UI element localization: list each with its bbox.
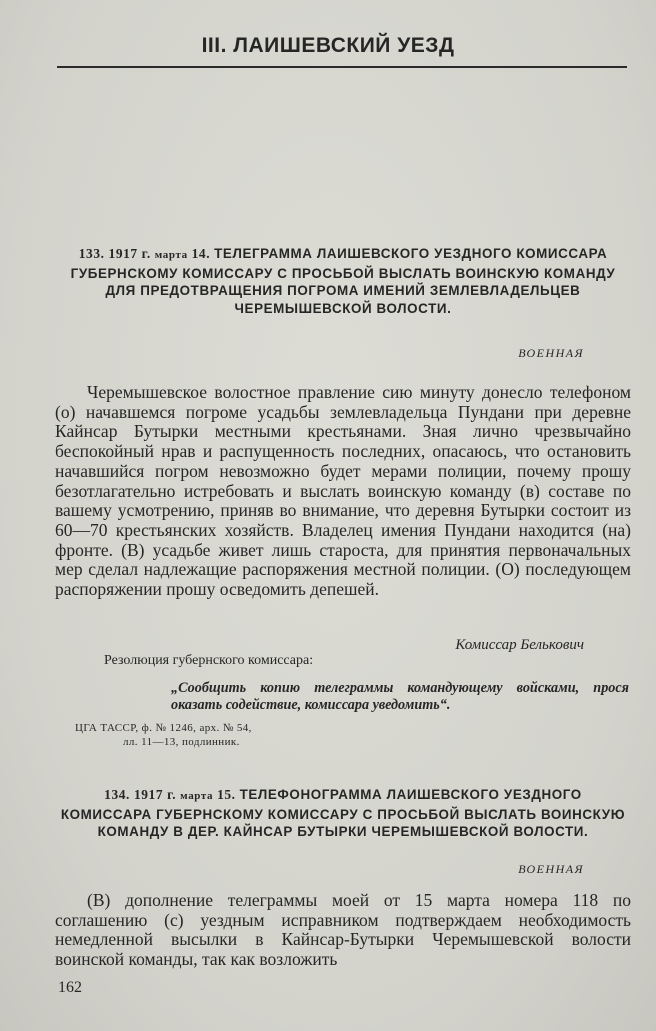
resolution-text: „Сообщить копию телеграммы командующему войсками, прося оказать содействие, комиссара уведомить“. [171,680,629,713]
header-rule [57,66,627,68]
doc-134-day: 15. [217,787,236,802]
doc-133-title: ТЕЛЕГРАММА ЛАИШЕВСКОГО УЕЗДНОГО КОМИССАРА ГУБЕРНСКОМУ КОМИССАРУ С ПРОСЬБОЙ ВЫСЛАТЬ ВОИНСКУЮ КОМАНДУ ДЛЯ ПРЕДОТВРАЩЕНИЯ ПОГРОМА ИМЕНИЙ ЗЕМЛЕВЛАДЕЛЬЦЕВ ЧЕРЕМЫШЕВСКОЙ ВОЛОСТИ. [70,246,616,316]
archive-reference [75,721,252,749]
doc-133-signature: Комиссар Белькович [455,637,584,653]
doc-134-number: 134. [104,787,131,802]
doc-133-year: 1917 г. [108,246,151,261]
doc-133-day: 14. [191,246,211,261]
doc-134-heading [60,786,626,841]
chapter-title: III. ЛАИШЕВСКИЙ УЕЗД [201,34,455,57]
doc-134-year: 1917 г. [133,787,177,802]
doc-134-classification: ВОЕННАЯ [518,862,584,876]
doc-133-classification: ВОЕННАЯ [518,346,584,360]
page-number: 162 [58,979,82,996]
doc-134-month: марта [180,790,214,802]
doc-133-heading [60,245,626,317]
resolution-label: Резолюция губернского комиссара: [104,653,314,668]
doc-133-number: 133. [78,246,105,261]
doc-134-title: ТЕЛЕФОНОГРАММА ЛАИШЕВСКОГО УЕЗДНОГО КОМИССАРА ГУБЕРНСКОМУ КОМИССАРУ С ПРОСЬБОЙ ВЫСЛАТЬ ВОИНСКУЮ КОМАНДУ В ДЕР. КАЙНСАР БУТЫРКИ ЧЕРЕМЫШЕВСКОЙ ВОЛОСТИ. [60,787,626,839]
doc-134-body: (В) дополнение телеграммы моей от 15 марта номера 118 по соглашению (с) уездным исправником подтверждаем необходимость немедленной высылки в Кайнсар-Бутырки Черемышевской волости воинской команды, так как возложить [55,890,631,970]
archive-line-2: лл. 11—13, подлинник. [123,736,240,748]
doc-133-month: марта [154,249,188,261]
doc-133-body: Черемышевское волостное правление сию минуту донесло телефоном (о) начавшемся погроме усадьбы землевладельца Пундани при деревне Кайнсар Бутырки местными крестьянами. Зная лично чрезвычайно беспокойный нрав и распущенность последних, опасаюсь, что остановить начавшийся погром невозможно будет мерами полиции, почему прошу безотлагательно истребовать и выслать воинскую команду (в) составе по вашему усмотрению, приняв во внимание, что деревня Бутырки состоит из 60—70 крестьянских хозяйств. Владелец имения Пундани находится (на) фронте. (В) усадьбе живет лишь староста, для принятия первоначальных мер сделал надлежащие распоряжения местной полиции. (О) последующем распоряжении прошу осведомить депешей. [55,382,631,600]
archive-line-1: ЦГА ТАССР, ф. № 1246, арх. № 54, [75,722,252,734]
